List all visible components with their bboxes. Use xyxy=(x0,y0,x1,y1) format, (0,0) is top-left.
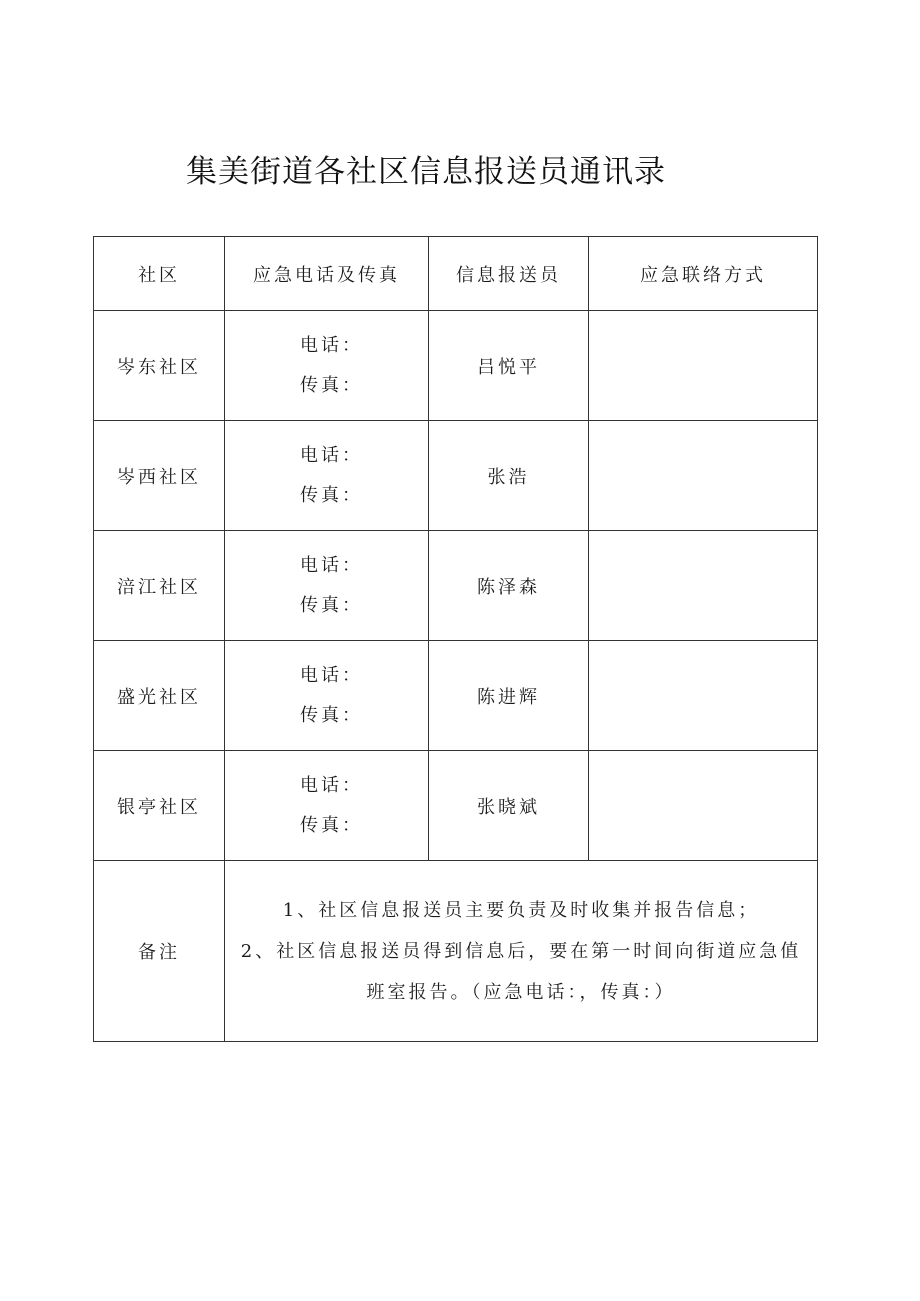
reporter-cell: 陈泽森 xyxy=(429,531,589,641)
fax-label: 传真： xyxy=(300,374,363,396)
table-row xyxy=(94,751,818,861)
phone-fax-cell xyxy=(225,531,429,641)
reporter-cell: 吕悦平 xyxy=(429,311,589,421)
fax-label: 传真： xyxy=(300,484,363,506)
contact-cell xyxy=(589,751,818,861)
reporter-cell: 陈进辉 xyxy=(429,641,589,751)
page-title: 集美街道各社区信息报送员通讯录 xyxy=(186,154,666,190)
community-cell: 岑东社区 xyxy=(94,311,225,421)
table-row xyxy=(94,531,818,641)
phone-fax-cell xyxy=(225,421,429,531)
phone-label: 电话： xyxy=(300,554,363,576)
table-header-row xyxy=(94,237,818,311)
reporter-cell: 张晓斌 xyxy=(429,751,589,861)
contact-cell xyxy=(589,641,818,751)
notes-content xyxy=(225,861,818,1042)
table-row xyxy=(94,311,818,421)
contact-cell xyxy=(589,531,818,641)
contact-cell xyxy=(589,311,818,421)
phone-fax-cell xyxy=(225,751,429,861)
fax-label: 传真： xyxy=(300,594,363,616)
phone-label: 电话： xyxy=(300,664,363,686)
fax-label: 传真： xyxy=(300,704,363,726)
header-community: 社区 xyxy=(94,237,225,311)
contact-roster-table xyxy=(93,236,818,1042)
community-cell: 盛光社区 xyxy=(94,641,225,751)
notes-row xyxy=(94,861,818,1042)
community-cell: 岑西社区 xyxy=(94,421,225,531)
table-row xyxy=(94,421,818,531)
notes-line: 班室报告。（应急电话：，传真：） xyxy=(366,981,676,1003)
header-reporter: 信息报送员 xyxy=(429,237,589,311)
community-cell: 银亭社区 xyxy=(94,751,225,861)
phone-label: 电话： xyxy=(300,334,363,356)
reporter-cell: 张浩 xyxy=(429,421,589,531)
community-cell: 涪江社区 xyxy=(94,531,225,641)
notes-line: 2、社区信息报送员得到信息后，要在第一时间向街道应急值 xyxy=(240,940,802,962)
notes-line: 1、社区信息报送员主要负责及时收集并报告信息； xyxy=(282,899,760,921)
table-row xyxy=(94,641,818,751)
header-contact: 应急联络方式 xyxy=(589,237,818,311)
phone-label: 电话： xyxy=(300,774,363,796)
notes-label: 备注 xyxy=(94,861,225,1042)
phone-fax-cell xyxy=(225,311,429,421)
phone-fax-cell xyxy=(225,641,429,751)
header-phone-fax: 应急电话及传真 xyxy=(225,237,429,311)
contact-cell xyxy=(589,421,818,531)
phone-label: 电话： xyxy=(300,444,363,466)
fax-label: 传真： xyxy=(300,814,363,836)
